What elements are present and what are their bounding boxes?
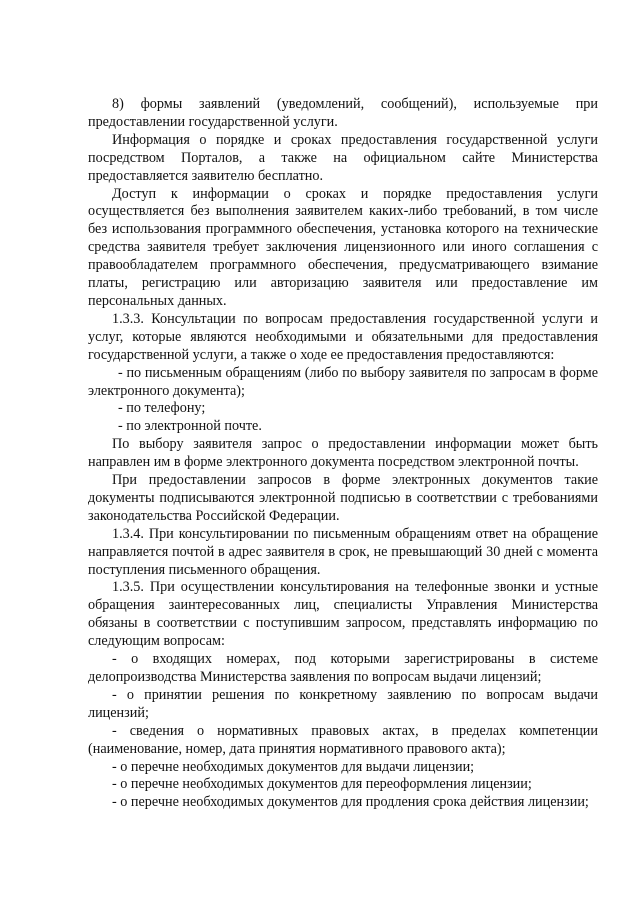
list-item: - по электронной почте. bbox=[118, 418, 262, 435]
paragraph: При предоставлении запросов в форме электронных документов такие документы подписываются электронной подписью в соответствии с требованиями законодательства Российской Федерации. bbox=[88, 472, 598, 524]
list-item: - о принятии решения по конкретному заявлению по вопросам выдачи лицензий; bbox=[88, 686, 598, 721]
list-item: - о перечне необходимых документов для продления срока действия лицензии; bbox=[112, 794, 589, 811]
paragraph: Доступ к информации о сроках и порядке предоставления услуги осуществляется без выполнения заявителем каких-либо требований, в том числе без использования программного обеспечения, установка которого на технические средства заявителя требует заключения лицензионного или иного соглашения с правообладателем программного обеспечения, предусматривающего взимание платы, регистрацию или авторизацию заявителя или предоставление им персональных данных. bbox=[88, 185, 598, 309]
paragraph: 8) формы заявлений (уведомлений, сообщений), используемые при предоставлении государственной услуги. bbox=[88, 96, 598, 130]
document-page bbox=[88, 96, 598, 812]
paragraph: 1.3.3. Консультации по вопросам предоставления государственной услуги и услуг, которые являются необходимыми и обязательными для предоставления государственной услуги, а также о ходе ее предоставления предоставляются: bbox=[88, 310, 598, 363]
paragraph: 1.3.5. При осуществлении консультирования на телефонные звонки и устные обращения заинтересованных лиц, специалисты Управления Министерства обязаны в соответствии с поступившим запросом, представлять информацию по следующим вопросам: bbox=[88, 579, 598, 650]
list-item: - о перечне необходимых документов для выдачи лицензии; bbox=[112, 758, 475, 775]
list-item: - по письменным обращениям (либо по выбору заявителя по запросам в форме электронного документа); bbox=[88, 364, 598, 399]
paragraph: По выбору заявителя запрос о предоставлении информации может быть направлен им в форме электронного документа посредством электронной почты. bbox=[88, 436, 598, 471]
paragraph: 1.3.4. При консультировании по письменным обращениям ответ на обращение направляется почтой в адрес заявителя в срок, не превышающий 30 дней с момента поступления письменного обращения. bbox=[88, 525, 598, 578]
list-item: - по телефону; bbox=[118, 400, 206, 417]
list-item: - сведения о нормативных правовых актах, в пределах компетенции (наименование, номер, дата принятия нормативного правового акта); bbox=[88, 722, 598, 757]
list-item: - о перечне необходимых документов для переоформления лицензии; bbox=[112, 776, 532, 793]
list-item: - о входящих номерах, под которыми зарегистрированы в системе делопроизводства Министерства заявления по вопросам выдачи лицензий; bbox=[88, 651, 598, 685]
paragraph: Информация о порядке и сроках предоставления государственной услуги посредством Порталов, а также на официальном сайте Министерства предоставляется заявителю бесплатно. bbox=[88, 131, 598, 184]
